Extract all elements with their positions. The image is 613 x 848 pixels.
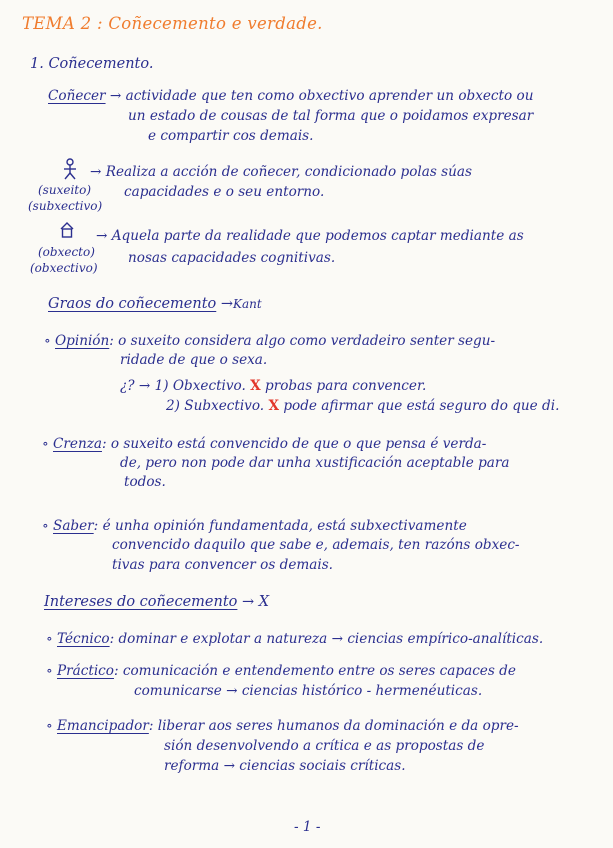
page-header xyxy=(22,16,323,32)
crenza-text-1: : o suxeito está convencido de que o que pensa é verda- xyxy=(101,436,487,452)
conecer-term: Coñecer xyxy=(48,88,106,104)
opinion-item-2: 2) Subxectivo. X pode afirmar que está seguro do que di. xyxy=(166,398,560,414)
tecnico-line-1: ∘ Técnico: dominar e explotar a natureza → ciencias empírico-analíticas. xyxy=(46,631,544,647)
crenza-line-2: de, pero non pode dar unha xustificación aceptable para xyxy=(120,455,510,471)
x-mark: X xyxy=(268,398,280,414)
crenza-term: Crenza xyxy=(53,436,102,452)
saber-line-3: tivas para convencer os demais. xyxy=(112,557,333,573)
opinion-line-1: ∘ Opinión: o suxeito considera algo como verdadeiro senter segu- xyxy=(44,333,496,349)
practico-line-2: comunicarse → ciencias histórico - hermenéuticas. xyxy=(134,683,483,699)
person-icon xyxy=(62,158,78,180)
obxecto-line-2: nosas capacidades cognitivas. xyxy=(128,250,336,266)
suxeito-line-2: capacidades e o seu entorno. xyxy=(124,184,325,200)
saber-line-2: convencido daquilo que sabe e, ademais, ten razóns obxec- xyxy=(112,537,520,553)
opinion-text-1: : o suxeito considera algo como verdadeiro senter segu- xyxy=(109,333,496,349)
saber-term: Saber xyxy=(53,518,94,534)
tema-subtitle: Coñecemento e verdade. xyxy=(108,14,323,33)
subxectivo-label: (subxectivo) xyxy=(28,199,103,213)
intereses-heading: Intereses do coñecemento → X xyxy=(44,594,270,610)
emancipador-line-2: sión desenvolvendo a crítica e as propostas de xyxy=(164,738,485,754)
x-mark: X xyxy=(250,378,261,394)
emancipador-text-1: : liberar aos seres humanos da dominación e da opre- xyxy=(148,718,519,734)
graos-author: Kant xyxy=(233,297,262,311)
crenza-line-3: todos. xyxy=(124,474,166,490)
arrow: → xyxy=(109,88,122,104)
saber-line-1: ∘ Saber: é unha opinión fundamentada, está subxectivamente xyxy=(42,518,467,534)
crenza-line-1: ∘ Crenza: o suxeito está convencido de que o que pensa é verda- xyxy=(42,436,487,452)
conecer-line-1 xyxy=(48,88,533,104)
graos-heading: Graos do coñecemento →Kant xyxy=(48,296,262,312)
tema-label: TEMA 2 : xyxy=(22,14,103,33)
intereses-author: X xyxy=(258,594,270,610)
practico-line-1: ∘ Práctico: comunicación e entendemento entre os seres capaces de xyxy=(46,663,516,679)
house-icon xyxy=(60,222,74,238)
obxecto-label: (obxecto) xyxy=(38,245,95,259)
saber-text-1: : é unha opinión fundamentada, está subxectivamente xyxy=(93,518,467,534)
practico-term: Práctico xyxy=(57,663,114,679)
obxecto-text-1: Aquela parte da realidade que podemos captar mediante as xyxy=(111,228,524,244)
conecer-line-3: e compartir cos demais. xyxy=(148,128,314,144)
tecnico-text-1: : dominar e explotar a natureza → ciencias empírico-analíticas. xyxy=(109,631,544,647)
graos-title: Graos do coñecemento xyxy=(48,296,217,312)
opinion-line-2: ridade de que o sexa. xyxy=(120,352,268,368)
suxeito-label: (suxeito) xyxy=(38,183,92,197)
question-mark: ¿? xyxy=(120,378,135,394)
suxeito-line-1: → Realiza a acción de coñecer, condicionado polas súas xyxy=(90,164,472,180)
opinion-term: Opinión xyxy=(55,333,110,349)
emancipador-term: Emancipador xyxy=(57,718,149,734)
emancipador-line-3: reforma → ciencias sociais críticas. xyxy=(164,758,406,774)
obxectivo-label: (obxectivo) xyxy=(30,261,98,275)
practico-text-1: : comunicación e entendemento entre os seres capaces de xyxy=(113,663,516,679)
conecer-text-1: actividade que ten como obxectivo aprender un obxecto ou xyxy=(125,88,534,104)
conecer-line-2: un estado de cousas de tal forma que o poidamos expresar xyxy=(128,108,534,124)
section-1-heading: 1. Coñecemento. xyxy=(30,56,154,72)
obxecto-line-1: → Aquela parte da realidade que podemos captar mediante as xyxy=(96,228,524,244)
opinion-item-1: ¿? → 1) Obxectivo. X probas para convencer. xyxy=(120,378,427,394)
intereses-title: Intereses do coñecemento xyxy=(44,594,238,610)
suxeito-text-1: Realiza a acción de coñecer, condicionado polas súas xyxy=(105,164,472,180)
tecnico-term: Técnico xyxy=(57,631,110,647)
emancipador-line-1: ∘ Emancipador: liberar aos seres humanos da dominación e da opre- xyxy=(46,718,519,734)
page-number: - 1 - xyxy=(294,819,321,835)
